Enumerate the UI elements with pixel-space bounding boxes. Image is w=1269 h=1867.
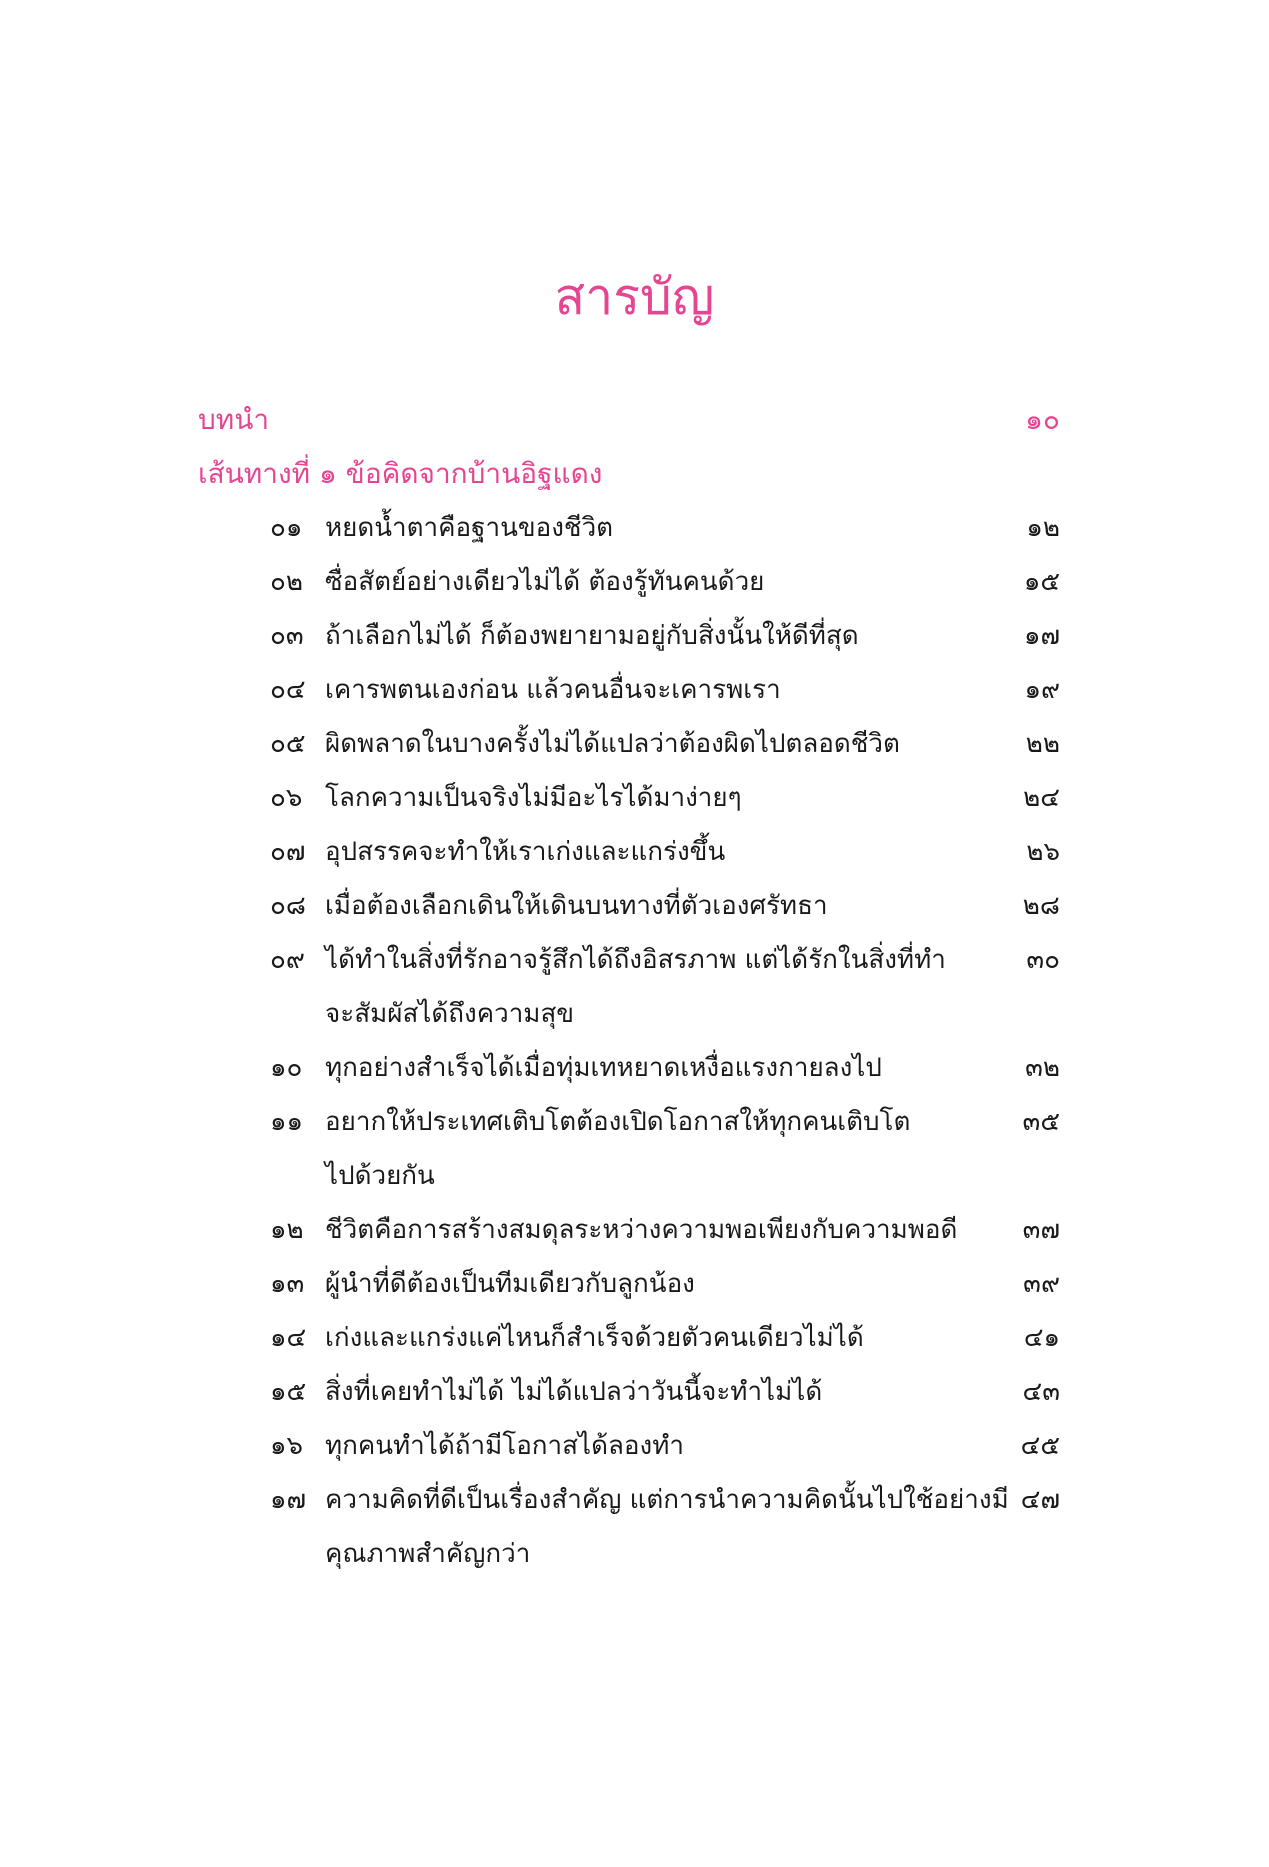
entry-number: ๐๙ bbox=[270, 945, 305, 975]
entry-number: ๑๓ bbox=[270, 1269, 305, 1299]
toc-entry-row[interactable] bbox=[234, 663, 1060, 717]
entry-page: ๓๒ bbox=[1025, 1053, 1060, 1083]
entry-title: ชีวิตคือการสร้างสมดุลระหว่างความพอเพียงกับความพอดี bbox=[325, 1215, 958, 1245]
toc-entry-row[interactable] bbox=[234, 1419, 1060, 1473]
part-label: เส้นทางที่ ๑ ข้อคิดจากบ้านอิฐแดง bbox=[198, 457, 603, 490]
toc-part-row bbox=[198, 447, 1060, 501]
entry-title: หยดน้ำตาคือฐานของชีวิต bbox=[325, 513, 614, 543]
toc-entries bbox=[234, 501, 1060, 1581]
toc-entry-row[interactable] bbox=[234, 1365, 1060, 1419]
entry-title: เก่งและแกร่งแค่ไหนก็สำเร็จด้วยตัวคนเดียวไม่ได้ bbox=[325, 1323, 864, 1353]
entry-page: ๔๓ bbox=[1022, 1377, 1060, 1407]
entry-page: ๑๕ bbox=[1023, 567, 1060, 597]
toc-intro-row[interactable] bbox=[198, 393, 1060, 447]
entry-title: เมื่อต้องเลือกเดินให้เดินบนทางที่ตัวเองศรัทธา bbox=[325, 891, 828, 921]
entry-page: ๔๕ bbox=[1020, 1431, 1060, 1461]
entry-title: ได้ทำในสิ่งที่รักอาจรู้สึกได้ถึงอิสรภาพ แต่ได้รักในสิ่งที่ทำ bbox=[325, 945, 946, 975]
toc-entry-row[interactable] bbox=[234, 1257, 1060, 1311]
toc-entry-row[interactable] bbox=[234, 501, 1060, 555]
entry-title: ผิดพลาดในบางครั้งไม่ได้แปลว่าต้องผิดไปตลอดชีวิต bbox=[325, 729, 900, 759]
entry-number: ๐๑ bbox=[270, 513, 303, 543]
toc-entry-continuation bbox=[234, 987, 1060, 1041]
entry-page: ๔๑ bbox=[1023, 1323, 1060, 1353]
entry-page: ๒๘ bbox=[1022, 891, 1060, 921]
entry-title: โลกความเป็นจริงไม่มีอะไรได้มาง่ายๆ bbox=[325, 783, 742, 813]
entry-title: ความคิดที่ดีเป็นเรื่องสำคัญ แต่การนำความคิดนั้นไปใช้อย่างมี bbox=[325, 1485, 1009, 1515]
entry-title: อุปสรรคจะทำให้เราเก่งและแกร่งขึ้น bbox=[325, 837, 726, 867]
entry-page: ๓๕ bbox=[1022, 1107, 1060, 1137]
entry-title: ซื่อสัตย์อย่างเดียวไม่ได้ ต้องรู้ทันคนด้วย bbox=[325, 567, 765, 597]
entry-number: ๐๕ bbox=[270, 729, 306, 759]
toc-entry-row[interactable] bbox=[234, 825, 1060, 879]
entry-number: ๐๖ bbox=[270, 783, 303, 813]
entry-title: ทุกคนทำได้ถ้ามีโอกาสได้ลองทำ bbox=[325, 1431, 684, 1461]
entry-number: ๐๗ bbox=[270, 837, 306, 867]
intro-label: บทนำ bbox=[198, 403, 270, 436]
page-title: สารบัญ bbox=[554, 268, 715, 326]
entry-number: ๑๑ bbox=[270, 1107, 304, 1137]
entry-title: ถ้าเลือกไม่ได้ ก็ต้องพยายามอยู่กับสิ่งนั้นให้ดีที่สุด bbox=[325, 621, 859, 651]
entry-number: ๐๒ bbox=[270, 567, 304, 597]
toc-entry-row[interactable] bbox=[234, 1473, 1060, 1527]
entry-number: ๑๗ bbox=[270, 1485, 307, 1515]
entry-page: ๓๐ bbox=[1026, 945, 1060, 975]
toc-entry-row[interactable] bbox=[234, 717, 1060, 771]
toc-entry-row[interactable] bbox=[234, 1041, 1060, 1095]
toc-entry-row[interactable] bbox=[234, 933, 1060, 987]
entry-page: ๓๗ bbox=[1022, 1215, 1060, 1245]
entry-number: ๑๖ bbox=[270, 1431, 304, 1461]
entry-page: ๑๗ bbox=[1023, 621, 1060, 651]
entry-page: ๑๒ bbox=[1026, 513, 1060, 543]
toc-entry-row[interactable] bbox=[234, 1095, 1060, 1149]
entry-number: ๐๔ bbox=[270, 675, 306, 705]
entry-title: สิ่งที่เคยทำไม่ได้ ไม่ได้แปลว่าวันนี้จะทำไม่ได้ bbox=[325, 1377, 823, 1407]
entry-number: ๑๕ bbox=[270, 1377, 307, 1407]
entry-page: ๑๙ bbox=[1024, 675, 1060, 705]
entry-title: ทุกอย่างสำเร็จได้เมื่อทุ่มเทหยาดเหงื่อแรงกายลงไป bbox=[325, 1053, 882, 1083]
entry-page: ๒๖ bbox=[1026, 837, 1060, 867]
toc-entry-row[interactable] bbox=[234, 555, 1060, 609]
toc-entry-row[interactable] bbox=[234, 609, 1060, 663]
toc-entry-row[interactable] bbox=[234, 1203, 1060, 1257]
entry-number: ๐๘ bbox=[270, 891, 306, 921]
entry-page: ๔๗ bbox=[1020, 1485, 1060, 1515]
toc-entry-row[interactable] bbox=[234, 771, 1060, 825]
toc-entry-row[interactable] bbox=[234, 879, 1060, 933]
entry-number: ๑๐ bbox=[270, 1053, 303, 1083]
toc-entry-row[interactable] bbox=[234, 1311, 1060, 1365]
table-of-contents bbox=[198, 393, 1060, 1581]
entry-title: จะสัมผัสได้ถึงความสุข bbox=[325, 999, 575, 1029]
entry-title: ผู้นำที่ดีต้องเป็นทีมเดียวกับลูกน้อง bbox=[325, 1269, 695, 1299]
intro-page: ๑๐ bbox=[1025, 403, 1060, 436]
entry-number: ๐๓ bbox=[270, 621, 304, 651]
entry-page: ๓๙ bbox=[1023, 1269, 1060, 1299]
entry-page: ๒๒ bbox=[1025, 729, 1060, 759]
entry-title: ไปด้วยกัน bbox=[325, 1161, 435, 1191]
toc-entry-continuation bbox=[234, 1527, 1060, 1581]
entry-number: ๑๔ bbox=[270, 1323, 307, 1353]
toc-entry-continuation bbox=[234, 1149, 1060, 1203]
entry-title: อยากให้ประเทศเติบโตต้องเปิดโอกาสให้ทุกคนเติบโต bbox=[325, 1107, 911, 1137]
entry-number: ๑๒ bbox=[270, 1215, 304, 1245]
entry-title: เคารพตนเองก่อน แล้วคนอื่นจะเคารพเรา bbox=[325, 675, 781, 705]
entry-title: คุณภาพสำคัญกว่า bbox=[325, 1539, 531, 1569]
entry-page: ๒๔ bbox=[1023, 783, 1060, 813]
